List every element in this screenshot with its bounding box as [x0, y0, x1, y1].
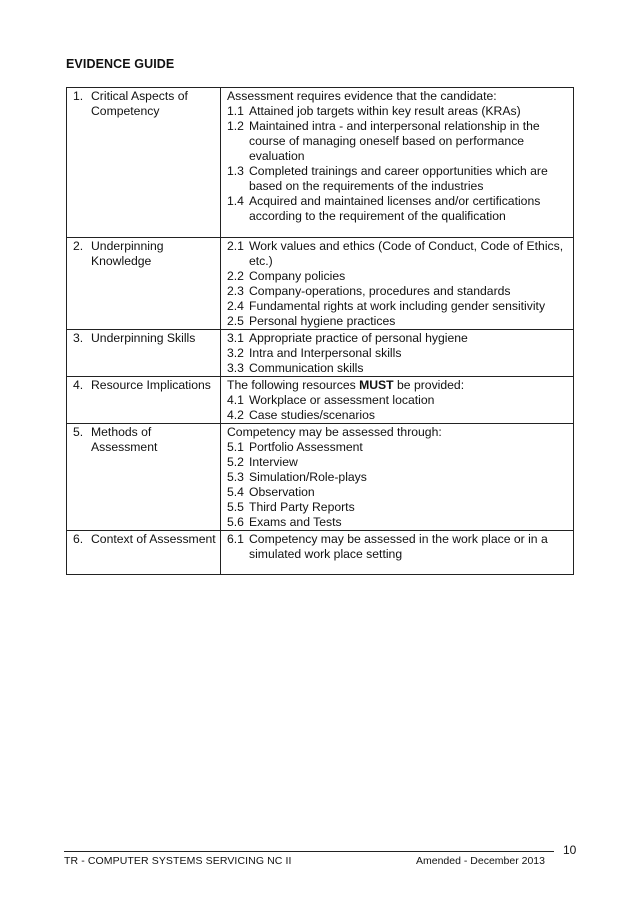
evidence-item-text: Attained job targets within key result areas (KRAs): [249, 104, 521, 118]
aspect-number: 2.: [73, 239, 84, 253]
page-number: 10: [563, 843, 577, 857]
evidence-item: [227, 408, 569, 423]
aspect-label-cell: [67, 377, 221, 424]
evidence-item-number: 2.3: [227, 284, 244, 298]
aspect-label: Methods of Assessment: [91, 425, 158, 454]
evidence-item-number: 1.2: [227, 119, 244, 133]
aspect-number: 6.: [73, 532, 84, 546]
evidence-item-number: 2.2: [227, 269, 244, 283]
evidence-item-text: Third Party Reports: [249, 500, 355, 514]
evidence-item-text: Exams and Tests: [249, 515, 342, 529]
evidence-item-number: 3.2: [227, 346, 244, 360]
evidence-item-number: 3.3: [227, 361, 244, 375]
aspect-label-cell: [67, 531, 221, 575]
aspect-number: 1.: [73, 89, 84, 103]
aspect-label-cell: [67, 424, 221, 531]
evidence-intro: Assessment requires evidence that the candidate:: [227, 89, 497, 103]
evidence-item: [227, 299, 569, 314]
evidence-item: [227, 532, 569, 562]
aspect-label: Critical Aspects of Competency: [91, 89, 188, 118]
evidence-item-number: 1.1: [227, 104, 244, 118]
evidence-item-number: 5.1: [227, 440, 244, 454]
evidence-item-text: Communication skills: [249, 361, 364, 375]
footer-divider: [64, 851, 554, 852]
page-title: EVIDENCE GUIDE: [66, 57, 175, 71]
evidence-item: [227, 455, 569, 470]
evidence-item-text: Interview: [249, 455, 298, 469]
evidence-guide-table: [66, 87, 574, 575]
evidence-item: [227, 164, 569, 194]
evidence-item-text: Company-operations, procedures and standards: [249, 284, 511, 298]
evidence-item-number: 4.2: [227, 408, 244, 422]
evidence-item-number: 2.4: [227, 299, 244, 313]
evidence-row: [67, 238, 574, 330]
evidence-item-number: 5.5: [227, 500, 244, 514]
evidence-item: [227, 440, 569, 455]
evidence-item: [227, 269, 569, 284]
evidence-item-text: Workplace or assessment location: [249, 393, 435, 407]
evidence-row: [67, 424, 574, 531]
evidence-item-text: Appropriate practice of personal hygiene: [249, 331, 468, 345]
evidence-item: [227, 331, 569, 346]
aspect-number: 5.: [73, 425, 84, 439]
evidence-item-number: 1.4: [227, 194, 244, 208]
evidence-item-text: Simulation/Role-plays: [249, 470, 367, 484]
evidence-row: [67, 330, 574, 377]
aspect-number: 3.: [73, 331, 84, 345]
evidence-item: [227, 284, 569, 299]
evidence-item: [227, 194, 569, 224]
aspect-label-cell: [67, 238, 221, 330]
evidence-intro: Competency may be assessed through:: [227, 425, 442, 439]
evidence-item-number: 6.1: [227, 532, 244, 546]
evidence-item-text: Observation: [249, 485, 315, 499]
evidence-item: [227, 485, 569, 500]
evidence-content-cell: [221, 238, 574, 330]
evidence-row: [67, 531, 574, 575]
evidence-item-number: 5.6: [227, 515, 244, 529]
evidence-row: [67, 88, 574, 238]
evidence-item: [227, 515, 569, 530]
evidence-item-number: 1.3: [227, 164, 244, 178]
aspect-label: Context of Assessment: [91, 532, 216, 546]
footer-amended-date: Amended - December 2013: [416, 855, 545, 867]
evidence-content-cell: [221, 88, 574, 238]
evidence-item-text: Completed trainings and career opportunities which are based on the requirements of the industries: [249, 164, 548, 193]
evidence-item: [227, 500, 569, 515]
evidence-item: [227, 393, 569, 408]
evidence-item: [227, 361, 569, 376]
evidence-item-text: Work values and ethics (Code of Conduct, Code of Ethics, etc.): [249, 239, 564, 268]
evidence-item-text: Acquired and maintained licenses and/or certifications according to the requirement of the qualification: [249, 194, 541, 223]
evidence-item-number: 5.2: [227, 455, 244, 469]
evidence-item-text: Fundamental rights at work including gender sensitivity: [249, 299, 546, 313]
aspect-label-cell: [67, 88, 221, 238]
evidence-intro: The following resources MUST be provided:: [227, 378, 465, 392]
evidence-item-number: 5.4: [227, 485, 244, 499]
aspect-number: 4.: [73, 378, 84, 392]
evidence-item-text: Portfolio Assessment: [249, 440, 363, 454]
evidence-item: [227, 104, 569, 119]
evidence-item-number: 2.5: [227, 314, 244, 328]
evidence-item: [227, 119, 569, 164]
aspect-label: Underpinning Skills: [91, 331, 196, 345]
evidence-item-text: Intra and Interpersonal skills: [249, 346, 402, 360]
evidence-item-text: Competency may be assessed in the work place or in a simulated work place setting: [249, 532, 548, 561]
evidence-item-text: Company policies: [249, 269, 346, 283]
evidence-content-cell: [221, 531, 574, 575]
aspect-label-cell: [67, 330, 221, 377]
evidence-content-cell: [221, 330, 574, 377]
evidence-item-text: Maintained intra - and interpersonal relationship in the course of managing oneself based on performance evaluation: [249, 119, 540, 163]
evidence-item: [227, 346, 569, 361]
evidence-item-text: Personal hygiene practices: [249, 314, 396, 328]
evidence-item-text: Case studies/scenarios: [249, 408, 375, 422]
evidence-item-number: 3.1: [227, 331, 244, 345]
evidence-item-number: 4.1: [227, 393, 244, 407]
evidence-item: [227, 314, 569, 329]
evidence-item: [227, 239, 569, 269]
footer-document-title: TR - COMPUTER SYSTEMS SERVICING NC II: [64, 855, 292, 867]
evidence-item: [227, 470, 569, 485]
evidence-content-cell: [221, 377, 574, 424]
evidence-item-number: 2.1: [227, 239, 244, 253]
evidence-content-cell: [221, 424, 574, 531]
aspect-label: Underpinning Knowledge: [91, 239, 164, 268]
evidence-row: [67, 377, 574, 424]
aspect-label: Resource Implications: [91, 378, 211, 392]
evidence-item-number: 5.3: [227, 470, 244, 484]
